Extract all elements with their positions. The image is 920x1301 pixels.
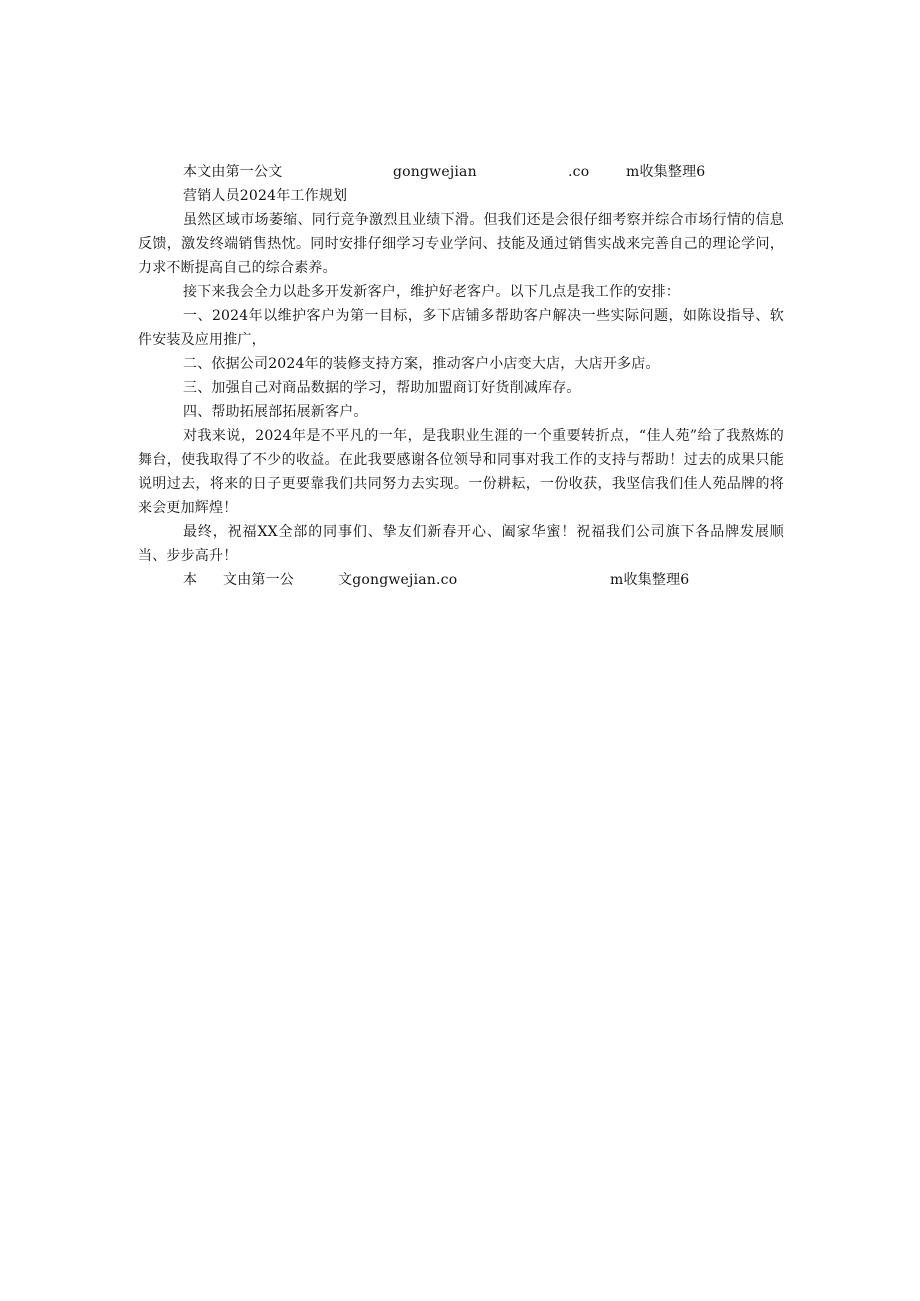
- document-body: [138, 160, 784, 592]
- source-header-line: [138, 160, 784, 184]
- paragraph: 四、帮助拓展部拓展新客户。: [183, 404, 368, 420]
- source-header-segment: 本文由第一公文: [183, 164, 283, 180]
- paragraph: 对我来说，2024年是不平凡的一年，是我职业生涯的一个重要转折点，“佳人苑”给了我熬炼的舞台，使我取得了不少的收益。在此我要感谢各位领导和同事对我工作的支持与帮助！过去的成果只能说明过去，将来的日子更要靠我们共同努力去实现。一份耕耘，一份收获，我坚信我们佳人苑品牌的将来会更加辉煌！: [138, 428, 784, 516]
- source-footer-segment: 文gongwejian.co: [338, 572, 458, 588]
- source-footer-line: [138, 568, 784, 592]
- paragraph: 一、2024年以维护客户为第一目标，多下店铺多帮助客户解决一些实际问题，如陈设指导、软件安装及应用推广，: [138, 308, 784, 348]
- paragraph: 接下来我会全力以赴多开发新客户，维护好老客户。以下几点是我工作的安排：: [183, 284, 680, 300]
- paragraph: 虽然区域市场萎缩、同行竞争激烈且业绩下滑。但我们还是会很仔细考察并综合市场行情的信息反馈，激发终端销售热忱。同时安排仔细学习专业学问、技能及通过销售实战来完善自己的理论学问，力求不断提高自己的综合素养。: [138, 212, 784, 276]
- source-footer-segment: m收集整理6: [610, 572, 690, 588]
- source-header-segment: m收集整理6: [626, 164, 706, 180]
- source-footer-segment: 本: [183, 572, 198, 588]
- source-header-segment: .co: [568, 164, 590, 180]
- source-header-segment: gongwejian: [393, 164, 477, 180]
- paragraph: 最终，祝福XX全部的同事们、挚友们新春开心、阖家华蜜！祝福我们公司旗下各品牌发展顺当、步步高升！: [138, 524, 784, 564]
- source-footer-segment: 文由第一公: [223, 572, 294, 588]
- paragraph: 三、加强自己对商品数据的学习，帮助加盟商订好货削减库存。: [183, 380, 581, 396]
- paragraph: 二、依据公司2024年的装修支持方案，推动客户小店变大店，大店开多店。: [183, 356, 660, 372]
- document-title: 营销人员2024年工作规划: [183, 188, 348, 204]
